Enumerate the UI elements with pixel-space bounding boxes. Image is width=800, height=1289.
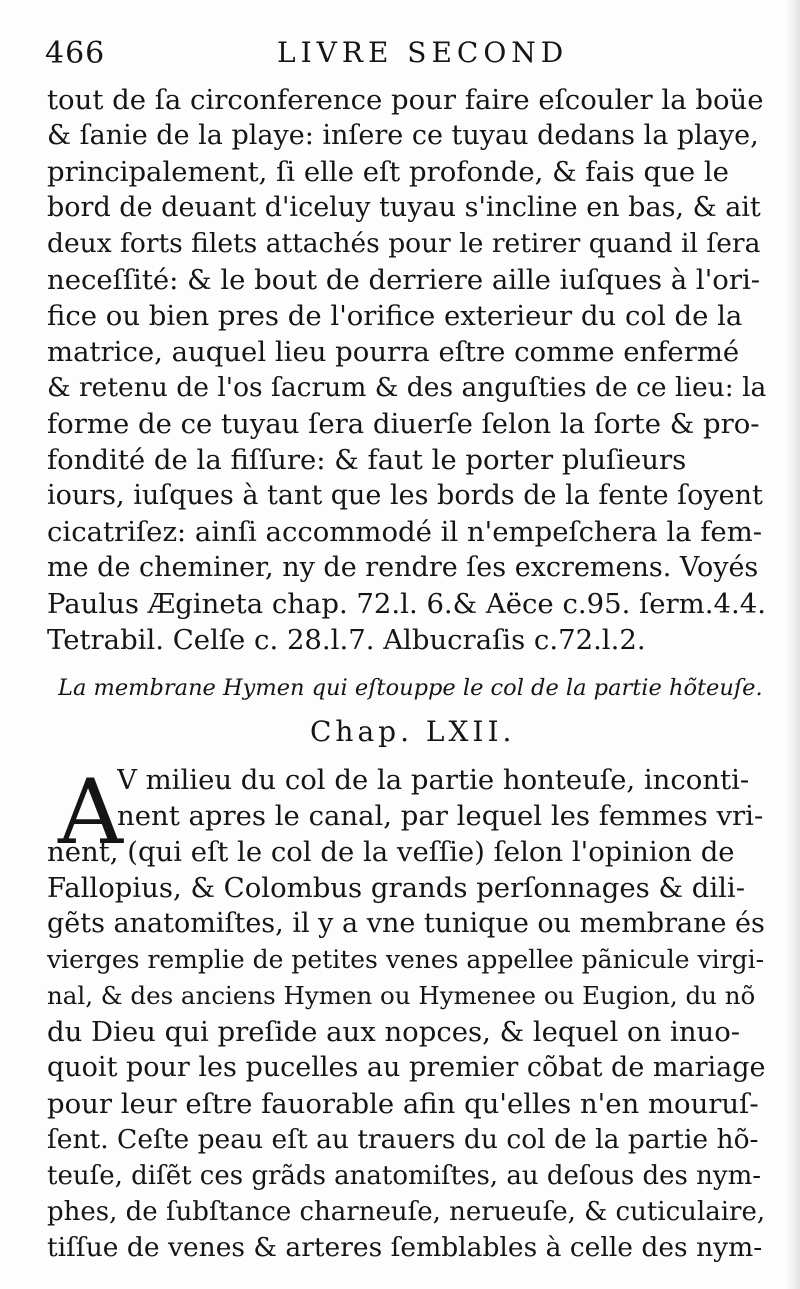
text-line: deux forts filets attachés pour le retirer quand il ſera xyxy=(47,228,761,259)
text-line: gẽts anatomiſtes, il y a vne tunique ou membrane és xyxy=(47,908,765,939)
text-line: Fallopius, & Colombus grands perſonnages & dili- xyxy=(47,872,746,904)
text-line: & retenu de l'os ſacrum & des anguſties de ce lieu: la xyxy=(47,372,767,403)
text-line: ſent. Ceſte peau eſt au trauers du col de la partie hõ- xyxy=(47,1124,759,1155)
text-line: quoit pour les pucelles au premier cõbat de mariage xyxy=(47,1052,766,1083)
text-line: me de cheminer, ny de rendre ſes excremens. Voyés xyxy=(47,552,759,583)
page-number: 466 xyxy=(45,36,106,71)
drop-cap: A xyxy=(58,760,123,865)
text-line: phes, de ſubſtance charneuſe, nerueuſe, & cuticulaire, xyxy=(47,1197,766,1227)
text-line: pour leur eſtre fauorable afin qu'elles n'en mouruſ- xyxy=(47,1088,759,1120)
text-line: bord de deuant d'iceluy tuyau s'incline en bas, & ait xyxy=(47,192,761,223)
text-line: tiſſue de venes & arteres ſemblables à celle des nym- xyxy=(47,1232,763,1263)
section-caption: La membrane Hymen qui eſtouppe le col de la partie hõteuſe. xyxy=(58,675,763,701)
text-line: Paulus Ægineta chap. 72.l. 6.& Aëce c.95. ſerm.4.4. xyxy=(47,588,766,620)
text-line: vierges remplie de petites venes appellee pãnicule virgi- xyxy=(47,945,765,974)
chapter-heading: Chap. LXII. xyxy=(310,715,516,748)
text-line: iours, iuſques à tant que les bords de la fente ſoyent xyxy=(47,480,763,511)
text-line: fondité de la fiſſure: & faut le porter pluſieurs xyxy=(47,444,687,476)
text-line: matrice, auquel lieu pourra eſtre comme enfermé xyxy=(47,336,740,368)
text-line: fice ou bien pres de l'orifice exterieur du col de la xyxy=(47,300,743,332)
text-line: & ſanie de la playe: inſere ce tuyau dedans la playe, xyxy=(47,120,759,151)
text-line: du Dieu qui preſide aux nopces, & lequel on inuo- xyxy=(47,1016,741,1048)
text-line: nal, & des anciens Hymen ou Hymenee ou Eugion, du nõ xyxy=(47,981,756,1010)
text-line: teuſe, diſẽt ces grãds anatomiſtes, au deſous des nym- xyxy=(47,1161,762,1191)
text-line: nent apres le canal, par lequel les femmes vri- xyxy=(117,800,764,832)
text-line: tout de ſa circonference pour faire eſcouler la boüe xyxy=(47,84,764,116)
running-head: LIVRE SECOND xyxy=(277,36,569,69)
text-line: Tetrabil. Celſe c. 28.l.7. Albucraſis c.72.l.2. xyxy=(47,624,646,656)
page-edge-shadow xyxy=(786,0,800,1289)
text-line: neceſſité: & le bout de derriere aille iuſques à l'ori- xyxy=(47,264,761,296)
text-line: V milieu du col de la partie honteuſe, inconti- xyxy=(117,764,750,796)
text-line: forme de ce tuyau ſera diuerſe ſelon la ſorte & pro- xyxy=(47,408,760,440)
page-header xyxy=(45,30,765,80)
text-line: principalement, ſi elle eſt profonde, & fais que le xyxy=(47,156,729,188)
text-line: nent, (qui eſt le col de la veſſie) ſelon l'opinion de xyxy=(47,836,735,868)
text-line: cicatriſez: ainſi accommodé il n'empeſchera la fem- xyxy=(47,516,763,548)
